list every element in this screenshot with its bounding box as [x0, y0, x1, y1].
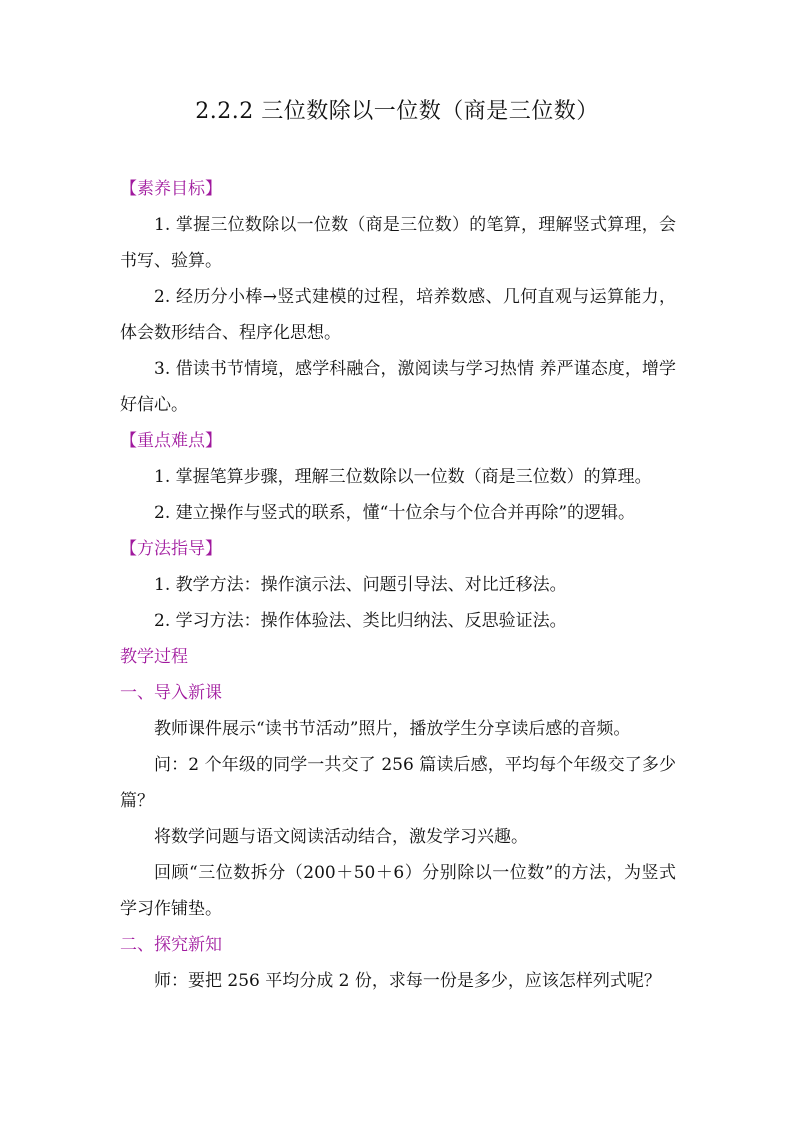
explore-paragraph-1: 师：要把 256 平均分成 2 份，求每一份是多少，应该怎样列式呢？ — [154, 971, 661, 991]
goal-item-1: 1. 掌握三位数除以一位数（商是三位数）的笔算，理解竖式算理，会书写、验算。 — [120, 215, 676, 271]
section-heading-methods: 【方法指导】 — [120, 539, 222, 559]
page-title: 2.2.2 三位数除以一位数（商是三位数） — [195, 99, 599, 124]
key-point-item-2: 2. 建立操作与竖式的联系，懂“十位余与个位合并再除”的逻辑。 — [154, 503, 636, 523]
intro-paragraph-2: 问：2 个年级的同学一共交了 256 篇读后感，平均每个年级交了多少篇？ — [120, 755, 676, 811]
subsection-heading-intro: 一、导入新课 — [120, 683, 222, 703]
document-body — [120, 171, 676, 999]
section-heading-goals: 【素养目标】 — [120, 179, 222, 199]
goal-item-3: 3. 借读书节情境，感学科融合，激阅读与学习热情 养严谨态度，增学好信心。 — [120, 359, 676, 415]
method-item-2: 2. 学习方法：操作体验法、类比归纳法、反思验证法。 — [154, 611, 567, 631]
goal-item-2: 2. 经历分小棒→竖式建模的过程，培养数感、几何直观与运算能力，体会数形结合、程序化思想。 — [120, 287, 676, 343]
section-heading-process: 教学过程 — [120, 647, 188, 667]
intro-paragraph-4: 回顾“三位数拆分（200＋50＋6）分别除以一位数”的方法，为竖式学习作铺垫。 — [120, 863, 676, 919]
subsection-heading-explore: 二、探究新知 — [120, 935, 222, 955]
intro-paragraph-1: 教师课件展示“读书节活动”照片，播放学生分享读后感的音频。 — [154, 719, 631, 739]
method-item-1: 1. 教学方法：操作演示法、问题引导法、对比迁移法。 — [154, 575, 567, 595]
section-heading-key-points: 【重点难点】 — [120, 431, 222, 451]
key-point-item-1: 1. 掌握笔算步骤，理解三位数除以一位数（商是三位数）的算理。 — [154, 467, 652, 487]
intro-paragraph-3: 将数学问题与语文阅读活动结合，激发学习兴趣。 — [154, 827, 528, 847]
